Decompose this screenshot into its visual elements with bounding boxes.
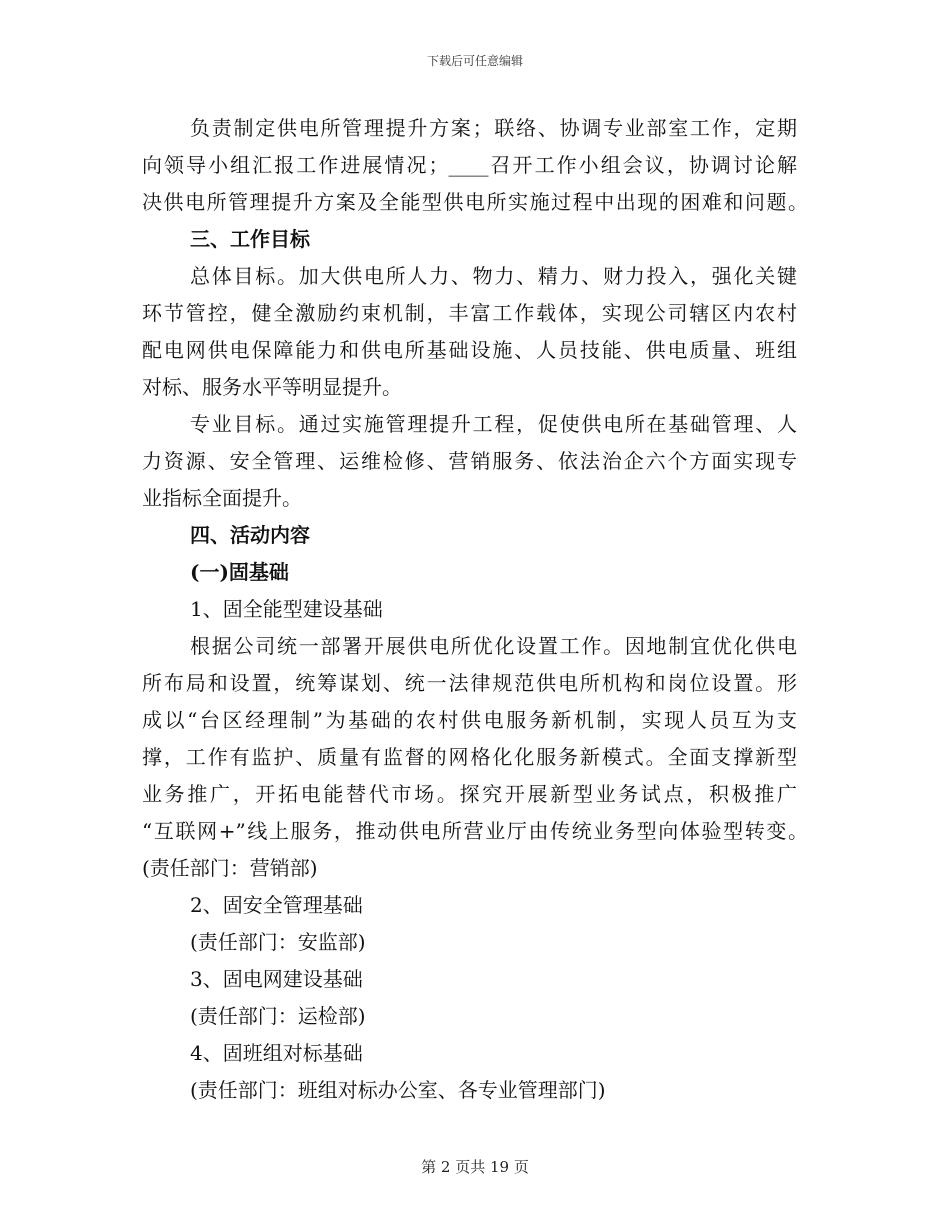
- item-heading: 1、固全能型建设基础: [190, 597, 383, 621]
- responsible-dept: (责任部门：营销部): [142, 856, 318, 880]
- responsible-dept: (责任部门：班组对标办公室、各专业管理部门): [190, 1078, 606, 1102]
- paragraph-line: 撑，工作有监护、质量有监督的网格化化服务新模式。全面支撑新型: [142, 745, 797, 769]
- page-number: 第 2 页共 19 页: [421, 1158, 529, 1176]
- paragraph-line: 所布局和设置，统筹谋划、统一法律规范供电所机构和岗位设置。形: [142, 671, 797, 695]
- item-heading: 4、固班组对标基础: [190, 1041, 363, 1065]
- item-heading: 2、固安全管理基础: [190, 893, 363, 917]
- paragraph-line: 根据公司统一部署开展供电所优化设置工作。因地制宜优化供电: [190, 634, 797, 658]
- paragraph-line: 业指标全面提升。: [142, 486, 302, 510]
- paragraph-line: 负责制定供电所管理提升方案；联络、协调专业部室工作，定期: [190, 116, 797, 140]
- paragraph-line: 总体目标。加大供电所人力、物力、精力、财力投入，强化关键: [190, 264, 797, 288]
- responsible-dept: (责任部门：安监部): [190, 930, 366, 954]
- paragraph-line: 对标、服务水平等明显提升。: [142, 375, 402, 399]
- section-heading: 四、活动内容: [190, 523, 310, 547]
- section-heading: 三、工作目标: [190, 227, 310, 251]
- page-header: 下载后可任意编辑: [426, 54, 523, 68]
- paragraph-line: 力资源、安全管理、运维检修、营销服务、依法治企六个方面实现专: [142, 449, 797, 473]
- paragraph-line: 配电网供电保障能力和供电所基础设施、人员技能、供电质量、班组: [142, 338, 797, 362]
- responsible-dept: (责任部门：运检部): [190, 1004, 366, 1028]
- paragraph-line: 业务推广，开拓电能替代市场。探究开展新型业务试点，积极推广: [142, 782, 797, 806]
- paragraph-line: 环节管控，健全激励约束机制，丰富工作载体，实现公司辖区内农村: [142, 301, 797, 325]
- item-heading: 3、固电网建设基础: [190, 967, 363, 991]
- paragraph-line: “互联网+”线上服务，推动供电所营业厅由传统业务型向体验型转变。: [142, 819, 808, 843]
- paragraph-line: 决供电所管理提升方案及全能型供电所实施过程中出现的困难和问题。: [142, 190, 808, 214]
- paragraph-line: 向领导小组汇报工作进展情况；____召开工作小组会议，协调讨论解: [142, 153, 797, 177]
- paragraph-line: 专业目标。通过实施管理提升工程，促使供电所在基础管理、人: [190, 412, 797, 436]
- paragraph-line: 成以“台区经理制”为基础的农村供电服务新机制，实现人员互为支: [142, 708, 797, 732]
- subsection-heading: (一)固基础: [190, 560, 289, 584]
